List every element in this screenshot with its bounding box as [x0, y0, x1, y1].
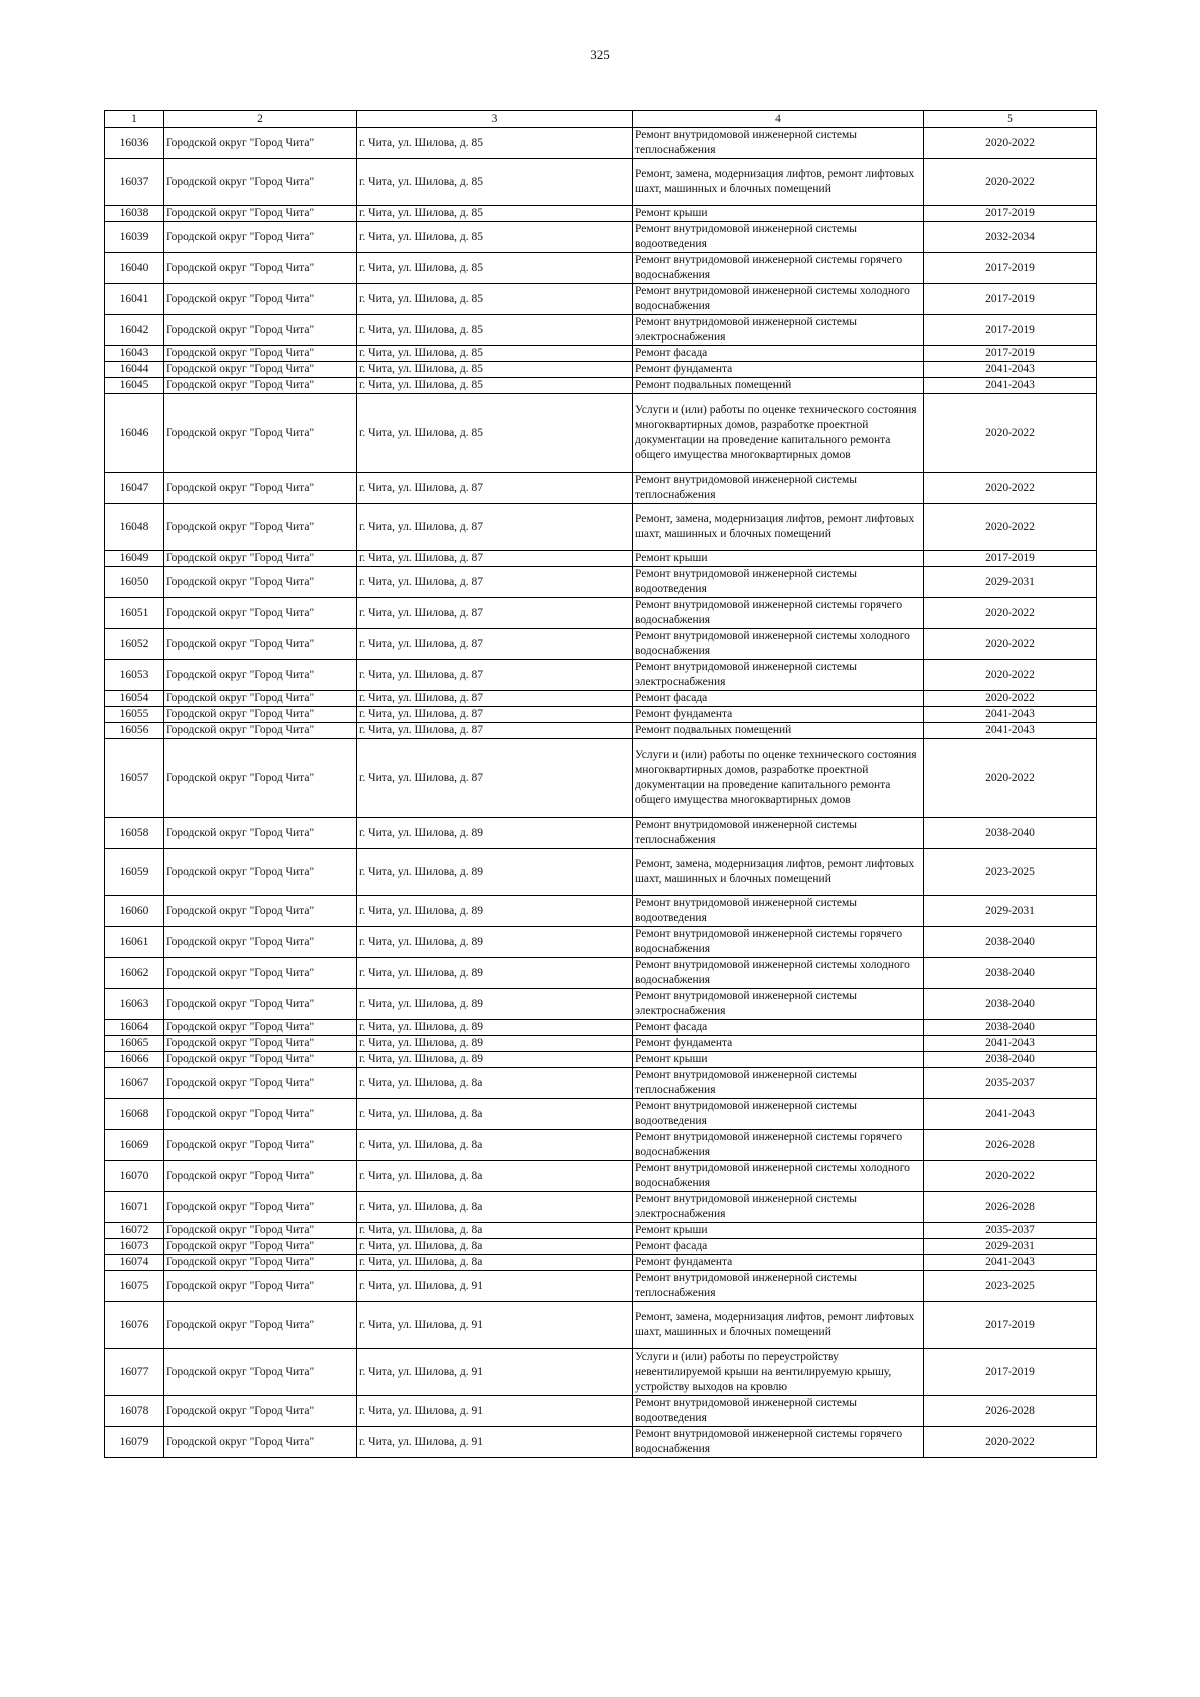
municipality-cell: Городской округ "Город Чита" [164, 1068, 357, 1099]
address-cell: г. Чита, ул. Шилова, д. 8а [357, 1068, 633, 1099]
period-cell: 2038-2040 [924, 927, 1097, 958]
table-row [105, 362, 1097, 378]
address-cell: г. Чита, ул. Шилова, д. 87 [357, 691, 633, 707]
row-number-cell: 16062 [105, 958, 164, 989]
table-row [105, 551, 1097, 567]
municipality-cell: Городской округ "Город Чита" [164, 739, 357, 818]
period-cell: 2041-2043 [924, 378, 1097, 394]
work-type-cell: Ремонт внутридомовой инженерной системы горячего водоснабжения [633, 253, 924, 284]
address-cell: г. Чита, ул. Шилова, д. 87 [357, 660, 633, 691]
work-type-cell: Ремонт внутридомовой инженерной системы теплоснабжения [633, 128, 924, 159]
work-type-cell: Ремонт внутридомовой инженерной системы горячего водоснабжения [633, 927, 924, 958]
period-cell: 2038-2040 [924, 818, 1097, 849]
work-type-cell: Ремонт фасада [633, 1239, 924, 1255]
address-cell: г. Чита, ул. Шилова, д. 87 [357, 739, 633, 818]
municipality-cell: Городской округ "Город Чита" [164, 284, 357, 315]
table-row [105, 346, 1097, 362]
municipality-cell: Городской округ "Город Чита" [164, 1052, 357, 1068]
table-row [105, 896, 1097, 927]
row-number-cell: 16048 [105, 504, 164, 551]
work-type-cell: Ремонт подвальных помещений [633, 378, 924, 394]
address-cell: г. Чита, ул. Шилова, д. 89 [357, 1036, 633, 1052]
period-cell: 2029-2031 [924, 1239, 1097, 1255]
period-cell: 2020-2022 [924, 1427, 1097, 1458]
row-number-cell: 16041 [105, 284, 164, 315]
period-cell: 2020-2022 [924, 504, 1097, 551]
work-type-cell: Ремонт, замена, модернизация лифтов, ремонт лифтовых шахт, машинных и блочных помещений [633, 159, 924, 206]
table-row [105, 598, 1097, 629]
table-row [105, 989, 1097, 1020]
municipality-cell: Городской округ "Город Чита" [164, 598, 357, 629]
municipality-cell: Городской округ "Город Чита" [164, 504, 357, 551]
address-cell: г. Чита, ул. Шилова, д. 91 [357, 1271, 633, 1302]
work-type-cell: Ремонт, замена, модернизация лифтов, ремонт лифтовых шахт, машинных и блочных помещений [633, 849, 924, 896]
period-cell: 2020-2022 [924, 159, 1097, 206]
address-cell: г. Чита, ул. Шилова, д. 89 [357, 1020, 633, 1036]
work-type-cell: Ремонт внутридомовой инженерной системы теплоснабжения [633, 473, 924, 504]
work-type-cell: Ремонт крыши [633, 1223, 924, 1239]
work-type-cell: Ремонт внутридомовой инженерной системы электроснабжения [633, 1192, 924, 1223]
address-cell: г. Чита, ул. Шилова, д. 91 [357, 1349, 633, 1396]
row-number-cell: 16074 [105, 1255, 164, 1271]
column-number-2: 2 [164, 111, 357, 128]
address-cell: г. Чита, ул. Шилова, д. 85 [357, 362, 633, 378]
work-type-cell: Ремонт внутридомовой инженерной системы водоотведения [633, 567, 924, 598]
row-number-cell: 16057 [105, 739, 164, 818]
work-type-cell: Ремонт внутридомовой инженерной системы горячего водоснабжения [633, 1427, 924, 1458]
work-type-cell: Ремонт внутридомовой инженерной системы электроснабжения [633, 315, 924, 346]
period-cell: 2017-2019 [924, 253, 1097, 284]
row-number-cell: 16042 [105, 315, 164, 346]
address-cell: г. Чита, ул. Шилова, д. 87 [357, 707, 633, 723]
work-type-cell: Ремонт внутридомовой инженерной системы холодного водоснабжения [633, 284, 924, 315]
table-row [105, 818, 1097, 849]
address-cell: г. Чита, ул. Шилова, д. 8а [357, 1239, 633, 1255]
period-cell: 2038-2040 [924, 1052, 1097, 1068]
row-number-cell: 16046 [105, 394, 164, 473]
row-number-cell: 16054 [105, 691, 164, 707]
municipality-cell: Городской округ "Город Чита" [164, 567, 357, 598]
period-cell: 2017-2019 [924, 346, 1097, 362]
address-cell: г. Чита, ул. Шилова, д. 89 [357, 818, 633, 849]
period-cell: 2026-2028 [924, 1192, 1097, 1223]
work-type-cell: Ремонт внутридомовой инженерной системы теплоснабжения [633, 1271, 924, 1302]
municipality-cell: Городской округ "Город Чита" [164, 159, 357, 206]
municipality-cell: Городской округ "Город Чита" [164, 1271, 357, 1302]
municipality-cell: Городской округ "Город Чита" [164, 1302, 357, 1349]
work-type-cell: Ремонт внутридомовой инженерной системы теплоснабжения [633, 1068, 924, 1099]
address-cell: г. Чита, ул. Шилова, д. 91 [357, 1427, 633, 1458]
address-cell: г. Чита, ул. Шилова, д. 8а [357, 1255, 633, 1271]
work-type-cell: Ремонт внутридомовой инженерной системы холодного водоснабжения [633, 629, 924, 660]
table-row [105, 284, 1097, 315]
table-row [105, 1068, 1097, 1099]
row-number-cell: 16039 [105, 222, 164, 253]
period-cell: 2020-2022 [924, 394, 1097, 473]
table-row [105, 629, 1097, 660]
address-cell: г. Чита, ул. Шилова, д. 8а [357, 1192, 633, 1223]
column-number-4: 4 [633, 111, 924, 128]
row-number-cell: 16064 [105, 1020, 164, 1036]
address-cell: г. Чита, ул. Шилова, д. 85 [357, 206, 633, 222]
work-type-cell: Ремонт фундамента [633, 707, 924, 723]
municipality-cell: Городской округ "Город Чита" [164, 1020, 357, 1036]
capital-repair-table [104, 110, 1097, 1458]
address-cell: г. Чита, ул. Шилова, д. 91 [357, 1302, 633, 1349]
municipality-cell: Городской округ "Город Чита" [164, 818, 357, 849]
address-cell: г. Чита, ул. Шилова, д. 87 [357, 504, 633, 551]
period-cell: 2035-2037 [924, 1068, 1097, 1099]
municipality-cell: Городской округ "Город Чита" [164, 128, 357, 159]
municipality-cell: Городской округ "Город Чита" [164, 315, 357, 346]
row-number-cell: 16068 [105, 1099, 164, 1130]
address-cell: г. Чита, ул. Шилова, д. 89 [357, 989, 633, 1020]
period-cell: 2038-2040 [924, 989, 1097, 1020]
page-number: 325 [590, 47, 610, 62]
table-row [105, 660, 1097, 691]
table-row [105, 1036, 1097, 1052]
address-cell: г. Чита, ул. Шилова, д. 87 [357, 551, 633, 567]
table-row [105, 1271, 1097, 1302]
table-row [105, 1396, 1097, 1427]
row-number-cell: 16078 [105, 1396, 164, 1427]
row-number-cell: 16044 [105, 362, 164, 378]
municipality-cell: Городской округ "Город Чита" [164, 1130, 357, 1161]
address-cell: г. Чита, ул. Шилова, д. 89 [357, 849, 633, 896]
municipality-cell: Городской округ "Город Чита" [164, 473, 357, 504]
row-number-cell: 16079 [105, 1427, 164, 1458]
table-row [105, 222, 1097, 253]
address-cell: г. Чита, ул. Шилова, д. 87 [357, 723, 633, 739]
row-number-cell: 16049 [105, 551, 164, 567]
work-type-cell: Ремонт внутридомовой инженерной системы водоотведения [633, 896, 924, 927]
address-cell: г. Чита, ул. Шилова, д. 85 [357, 159, 633, 206]
table-row [105, 1349, 1097, 1396]
work-type-cell: Ремонт внутридомовой инженерной системы водоотведения [633, 222, 924, 253]
municipality-cell: Городской округ "Город Чита" [164, 551, 357, 567]
address-cell: г. Чита, ул. Шилова, д. 89 [357, 958, 633, 989]
table-body [105, 128, 1097, 1458]
work-type-cell: Ремонт внутридомовой инженерной системы горячего водоснабжения [633, 598, 924, 629]
period-cell: 2023-2025 [924, 1271, 1097, 1302]
period-cell: 2017-2019 [924, 1302, 1097, 1349]
table-row [105, 707, 1097, 723]
table-row [105, 927, 1097, 958]
table-row [105, 1239, 1097, 1255]
table-row [105, 691, 1097, 707]
column-number-3: 3 [357, 111, 633, 128]
work-type-cell: Услуги и (или) работы по переустройству невентилируемой крыши на вентилируемую крышу, устройству выходов на кровлю [633, 1349, 924, 1396]
work-type-cell: Ремонт внутридомовой инженерной системы холодного водоснабжения [633, 958, 924, 989]
municipality-cell: Городской округ "Город Чита" [164, 1223, 357, 1239]
address-cell: г. Чита, ул. Шилова, д. 85 [357, 284, 633, 315]
work-type-cell: Ремонт внутридомовой инженерной системы горячего водоснабжения [633, 1130, 924, 1161]
work-type-cell: Ремонт фундамента [633, 362, 924, 378]
municipality-cell: Городской округ "Город Чита" [164, 1255, 357, 1271]
column-number-1: 1 [105, 111, 164, 128]
municipality-cell: Городской округ "Город Чита" [164, 1036, 357, 1052]
period-cell: 2020-2022 [924, 1161, 1097, 1192]
address-cell: г. Чита, ул. Шилова, д. 87 [357, 598, 633, 629]
municipality-cell: Городской округ "Город Чита" [164, 1396, 357, 1427]
period-cell: 2017-2019 [924, 551, 1097, 567]
address-cell: г. Чита, ул. Шилова, д. 89 [357, 896, 633, 927]
work-type-cell: Ремонт, замена, модернизация лифтов, ремонт лифтовых шахт, машинных и блочных помещений [633, 1302, 924, 1349]
table-row [105, 958, 1097, 989]
period-cell: 2020-2022 [924, 660, 1097, 691]
period-cell: 2026-2028 [924, 1130, 1097, 1161]
address-cell: г. Чита, ул. Шилова, д. 89 [357, 1052, 633, 1068]
period-cell: 2020-2022 [924, 128, 1097, 159]
work-type-cell: Ремонт фасада [633, 691, 924, 707]
table-row [105, 567, 1097, 598]
address-cell: г. Чита, ул. Шилова, д. 85 [357, 128, 633, 159]
municipality-cell: Городской округ "Город Чита" [164, 1349, 357, 1396]
row-number-cell: 16071 [105, 1192, 164, 1223]
work-type-cell: Ремонт фасада [633, 346, 924, 362]
work-type-cell: Ремонт фундамента [633, 1036, 924, 1052]
row-number-cell: 16050 [105, 567, 164, 598]
municipality-cell: Городской округ "Город Чита" [164, 723, 357, 739]
table-row [105, 253, 1097, 284]
work-type-cell: Ремонт фасада [633, 1020, 924, 1036]
address-cell: г. Чита, ул. Шилова, д. 91 [357, 1396, 633, 1427]
address-cell: г. Чита, ул. Шилова, д. 87 [357, 567, 633, 598]
municipality-cell: Городской округ "Город Чита" [164, 1427, 357, 1458]
row-number-cell: 16059 [105, 849, 164, 896]
municipality-cell: Городской округ "Город Чита" [164, 660, 357, 691]
period-cell: 2023-2025 [924, 849, 1097, 896]
table-row [105, 1192, 1097, 1223]
period-cell: 2038-2040 [924, 1020, 1097, 1036]
address-cell: г. Чита, ул. Шилова, д. 8а [357, 1223, 633, 1239]
address-cell: г. Чита, ул. Шилова, д. 8а [357, 1130, 633, 1161]
work-type-cell: Ремонт внутридомовой инженерной системы водоотведения [633, 1396, 924, 1427]
row-number-cell: 16070 [105, 1161, 164, 1192]
row-number-cell: 16040 [105, 253, 164, 284]
row-number-cell: 16075 [105, 1271, 164, 1302]
municipality-cell: Городской округ "Город Чита" [164, 691, 357, 707]
row-number-cell: 16061 [105, 927, 164, 958]
table-row [105, 394, 1097, 473]
table-row [105, 723, 1097, 739]
municipality-cell: Городской округ "Город Чита" [164, 927, 357, 958]
column-number-5: 5 [924, 111, 1097, 128]
work-type-cell: Ремонт внутридомовой инженерной системы электроснабжения [633, 989, 924, 1020]
table-row [105, 315, 1097, 346]
period-cell: 2020-2022 [924, 629, 1097, 660]
table-row [105, 473, 1097, 504]
work-type-cell: Ремонт фундамента [633, 1255, 924, 1271]
work-type-cell: Ремонт внутридомовой инженерной системы холодного водоснабжения [633, 1161, 924, 1192]
row-number-cell: 16060 [105, 896, 164, 927]
municipality-cell: Городской округ "Город Чита" [164, 206, 357, 222]
row-number-cell: 16037 [105, 159, 164, 206]
table-row [105, 378, 1097, 394]
address-cell: г. Чита, ул. Шилова, д. 85 [357, 222, 633, 253]
work-type-cell: Ремонт подвальных помещений [633, 723, 924, 739]
row-number-cell: 16055 [105, 707, 164, 723]
address-cell: г. Чита, ул. Шилова, д. 85 [357, 394, 633, 473]
row-number-cell: 16045 [105, 378, 164, 394]
row-number-cell: 16067 [105, 1068, 164, 1099]
row-number-cell: 16077 [105, 1349, 164, 1396]
table-row [105, 1130, 1097, 1161]
row-number-cell: 16066 [105, 1052, 164, 1068]
work-type-cell: Услуги и (или) работы по оценке технического состояния многоквартирных домов, разработке проектной документации на проведение капитального ремонта общего имущества многоквартирных домов [633, 394, 924, 473]
table-row [105, 1052, 1097, 1068]
address-cell: г. Чита, ул. Шилова, д. 85 [357, 315, 633, 346]
period-cell: 2020-2022 [924, 739, 1097, 818]
address-cell: г. Чита, ул. Шилова, д. 87 [357, 473, 633, 504]
row-number-cell: 16058 [105, 818, 164, 849]
municipality-cell: Городской округ "Город Чита" [164, 849, 357, 896]
row-number-cell: 16036 [105, 128, 164, 159]
period-cell: 2017-2019 [924, 284, 1097, 315]
municipality-cell: Городской округ "Город Чита" [164, 1161, 357, 1192]
address-cell: г. Чита, ул. Шилова, д. 8а [357, 1099, 633, 1130]
period-cell: 2017-2019 [924, 315, 1097, 346]
municipality-cell: Городской округ "Город Чита" [164, 253, 357, 284]
table-row [105, 206, 1097, 222]
work-type-cell: Услуги и (или) работы по оценке технического состояния многоквартирных домов, разработке проектной документации на проведение капитального ремонта общего имущества многоквартирных домов [633, 739, 924, 818]
address-cell: г. Чита, ул. Шилова, д. 89 [357, 927, 633, 958]
period-cell: 2035-2037 [924, 1223, 1097, 1239]
municipality-cell: Городской округ "Город Чита" [164, 1192, 357, 1223]
table-row [105, 739, 1097, 818]
municipality-cell: Городской округ "Город Чита" [164, 958, 357, 989]
row-number-cell: 16073 [105, 1239, 164, 1255]
municipality-cell: Городской округ "Город Чита" [164, 378, 357, 394]
municipality-cell: Городской округ "Город Чита" [164, 707, 357, 723]
municipality-cell: Городской округ "Город Чита" [164, 346, 357, 362]
address-cell: г. Чита, ул. Шилова, д. 85 [357, 346, 633, 362]
period-cell: 2017-2019 [924, 1349, 1097, 1396]
work-type-cell: Ремонт внутридомовой инженерной системы электроснабжения [633, 660, 924, 691]
row-number-cell: 16052 [105, 629, 164, 660]
table-row [105, 159, 1097, 206]
period-cell: 2029-2031 [924, 567, 1097, 598]
work-type-cell: Ремонт крыши [633, 206, 924, 222]
period-cell: 2026-2028 [924, 1396, 1097, 1427]
row-number-cell: 16043 [105, 346, 164, 362]
municipality-cell: Городской округ "Город Чита" [164, 629, 357, 660]
period-cell: 2041-2043 [924, 1255, 1097, 1271]
table-row [105, 128, 1097, 159]
table-row [105, 1302, 1097, 1349]
address-cell: г. Чита, ул. Шилова, д. 85 [357, 253, 633, 284]
table-row [105, 1223, 1097, 1239]
row-number-cell: 16047 [105, 473, 164, 504]
municipality-cell: Городской округ "Город Чита" [164, 362, 357, 378]
period-cell: 2029-2031 [924, 896, 1097, 927]
municipality-cell: Городской округ "Город Чита" [164, 1239, 357, 1255]
period-cell: 2020-2022 [924, 691, 1097, 707]
row-number-cell: 16076 [105, 1302, 164, 1349]
column-number-row [105, 111, 1097, 128]
address-cell: г. Чита, ул. Шилова, д. 85 [357, 378, 633, 394]
table-row [105, 1427, 1097, 1458]
period-cell: 2020-2022 [924, 598, 1097, 629]
row-number-cell: 16069 [105, 1130, 164, 1161]
work-type-cell: Ремонт крыши [633, 551, 924, 567]
table-row [105, 504, 1097, 551]
municipality-cell: Городской округ "Город Чита" [164, 1099, 357, 1130]
row-number-cell: 16053 [105, 660, 164, 691]
address-cell: г. Чита, ул. Шилова, д. 87 [357, 629, 633, 660]
row-number-cell: 16038 [105, 206, 164, 222]
period-cell: 2041-2043 [924, 707, 1097, 723]
row-number-cell: 16072 [105, 1223, 164, 1239]
work-type-cell: Ремонт, замена, модернизация лифтов, ремонт лифтовых шахт, машинных и блочных помещений [633, 504, 924, 551]
period-cell: 2038-2040 [924, 958, 1097, 989]
row-number-cell: 16065 [105, 1036, 164, 1052]
period-cell: 2017-2019 [924, 206, 1097, 222]
table-row [105, 1255, 1097, 1271]
period-cell: 2032-2034 [924, 222, 1097, 253]
address-cell: г. Чита, ул. Шилова, д. 8а [357, 1161, 633, 1192]
period-cell: 2041-2043 [924, 1099, 1097, 1130]
municipality-cell: Городской округ "Город Чита" [164, 989, 357, 1020]
municipality-cell: Городской округ "Город Чита" [164, 394, 357, 473]
table-row [105, 849, 1097, 896]
work-type-cell: Ремонт внутридомовой инженерной системы теплоснабжения [633, 818, 924, 849]
table-row [105, 1161, 1097, 1192]
period-cell: 2041-2043 [924, 1036, 1097, 1052]
municipality-cell: Городской округ "Город Чита" [164, 222, 357, 253]
period-cell: 2020-2022 [924, 473, 1097, 504]
row-number-cell: 16063 [105, 989, 164, 1020]
work-type-cell: Ремонт внутридомовой инженерной системы водоотведения [633, 1099, 924, 1130]
row-number-cell: 16056 [105, 723, 164, 739]
period-cell: 2041-2043 [924, 723, 1097, 739]
table-row [105, 1020, 1097, 1036]
municipality-cell: Городской округ "Город Чита" [164, 896, 357, 927]
table-row [105, 1099, 1097, 1130]
row-number-cell: 16051 [105, 598, 164, 629]
period-cell: 2041-2043 [924, 362, 1097, 378]
work-type-cell: Ремонт крыши [633, 1052, 924, 1068]
